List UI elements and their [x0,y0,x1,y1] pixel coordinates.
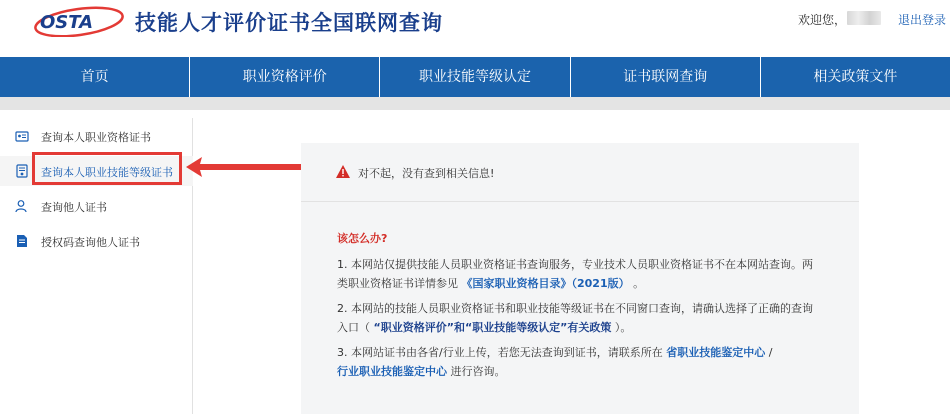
person-search-icon [15,199,29,213]
national-qualification-catalog-link[interactable]: 《国家职业资格目录》（2021版） [461,277,630,290]
sidebar-item-others-certificate[interactable] [0,191,193,221]
tip-3-separator: / [768,346,773,359]
svg-text:OSTA: OSTA [40,12,94,33]
sidebar-item-own-skill-level[interactable] [0,156,193,186]
tip-2-line-2 [337,319,631,335]
sub-bar [0,97,950,110]
tip-2-line-1: 2. 本网站的技能人员职业资格证书和职业技能等级证书在不同窗口查询，请确认选择了正确的查询 [337,302,813,315]
sidebar-item-label: 查询本人职业技能等级证书 [41,166,173,179]
logout-link[interactable]: 退出登录 [898,13,947,27]
nav-home[interactable]: 首页 [0,57,190,97]
no-result-message: 对不起，没有查到相关信息! [358,167,495,180]
osta-logo [32,5,130,37]
tip-2-end: ）。 [614,321,632,334]
site-title: 技能人才评价证书全国联网查询 [135,11,443,35]
what-to-do-heading: 该怎么办? [337,232,388,245]
id-card-icon [15,129,29,143]
tip-3-end: 进行咨询。 [450,365,506,378]
welcome-text: 欢迎您， [798,13,847,27]
panel-divider [301,201,859,202]
annotation-arrow [186,152,316,182]
tip-3-line-2 [337,363,506,379]
tip-3-text: 3. 本网站证书由各省/行业上传，若您无法查询到证书，请联系所在 [337,346,663,359]
main-nav [0,57,950,97]
industry-skill-center-link[interactable]: 行业职业技能鉴定中心 [337,365,447,378]
document-key-icon [15,234,29,248]
header [0,0,950,57]
nav-certificate-query[interactable]: 证书联网查询 [571,57,761,97]
related-policy-link[interactable]: “职业资格评价”和“职业技能等级认定”有关政策 [373,321,612,334]
sidebar-item-label: 查询他人证书 [41,201,107,214]
sidebar-item-auth-code-query[interactable] [0,226,193,256]
tip-3-line-1 [337,344,772,360]
tip-1-end: 。 [633,277,645,290]
certificate-icon [15,164,29,178]
tip-1-text: 类职业资格证书详情参见 [337,277,458,290]
username-blurred [847,11,881,25]
tip-1-line-2 [337,275,644,291]
sidebar-item-label: 查询本人职业资格证书 [41,131,151,144]
sidebar-item-label: 授权码查询他人证书 [41,236,140,249]
sidebar-item-own-qualification[interactable] [0,121,193,151]
warning-icon [336,165,350,178]
provincial-skill-center-link[interactable]: 省职业技能鉴定中心 [666,346,766,359]
nav-skill-level-certification[interactable]: 职业技能等级认定 [380,57,570,97]
nav-qualification-evaluation[interactable]: 职业资格评价 [190,57,380,97]
tip-1-line-1: 1. 本网站仅提供技能人员职业资格证书查询服务，专业技术人员职业资格证书不在本网站查询。两 [337,258,813,271]
tip-2-text: 入口（ [337,321,370,334]
nav-policy-documents[interactable]: 相关政策文件 [813,69,898,85]
